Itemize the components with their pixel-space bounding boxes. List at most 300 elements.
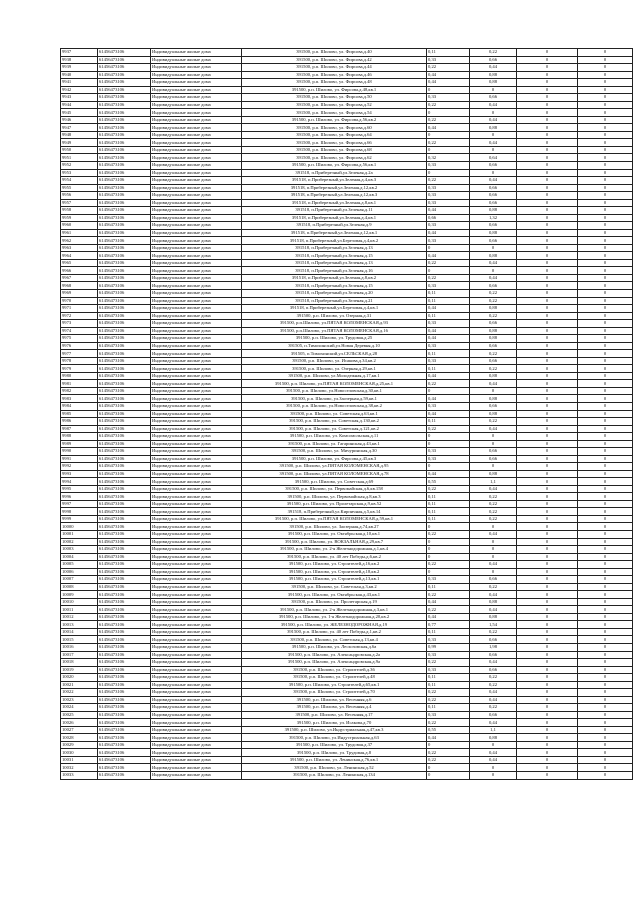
cell-housing-type: Индивидуальные жилые дома [151, 756, 242, 764]
table-row [61, 94, 633, 102]
cell-value-b: 1,54 [470, 621, 517, 629]
cell-okato-code: 61456473106 [98, 681, 151, 689]
cell-value-b: 0,44 [470, 531, 517, 539]
cell-row-number: 9990 [61, 448, 98, 456]
cell-row-number: 9970 [61, 297, 98, 305]
cell-value-a: 0,44 [427, 327, 470, 335]
cell-value-b: 0 [470, 440, 517, 448]
cell-value-a: 0,44 [427, 395, 470, 403]
cell-address: 391500, р.п. Шилово, ул.Молодежная,д.17,кв.1 [242, 372, 427, 380]
cell-value-d: 0 [578, 531, 633, 539]
table-row [61, 124, 633, 132]
cell-housing-type: Индивидуальные жилые дома [151, 410, 242, 418]
cell-value-c: 0 [517, 666, 578, 674]
cell-row-number: 10018 [61, 659, 98, 667]
cell-value-c: 0 [517, 433, 578, 441]
cell-value-d: 0 [578, 297, 633, 305]
cell-value-c: 0 [517, 350, 578, 358]
cell-value-c: 0 [517, 146, 578, 154]
cell-housing-type: Индивидуальные жилые дома [151, 772, 242, 780]
cell-value-a: 0,33 [427, 192, 470, 200]
cell-value-d: 0 [578, 402, 633, 410]
cell-value-b: 0 [470, 741, 517, 749]
cell-okato-code: 61456473106 [98, 636, 151, 644]
cell-address: 391500, р.п. Шилово, ул. Фирсова,д.62 [242, 154, 427, 162]
cell-row-number: 9997 [61, 500, 98, 508]
cell-okato-code: 61456473106 [98, 387, 151, 395]
cell-address: 391500, р.п. Шилово, ул. Весенняя,д.17 [242, 711, 427, 719]
cell-value-d: 0 [578, 425, 633, 433]
cell-housing-type: Индивидуальные жилые дома [151, 719, 242, 727]
cell-okato-code: 61456473106 [98, 546, 151, 554]
cell-value-c: 0 [517, 86, 578, 94]
cell-value-c: 0 [517, 448, 578, 456]
cell-row-number: 9971 [61, 305, 98, 313]
table-row [61, 485, 633, 493]
cell-row-number: 9985 [61, 410, 98, 418]
cell-value-d: 0 [578, 628, 633, 636]
cell-row-number: 9938 [61, 56, 98, 64]
cell-address: 391500, р.п. Шилово, ул. Заозерная,д.74,кв.27 [242, 523, 427, 531]
cell-value-a: 0 [427, 764, 470, 772]
table-row [61, 651, 633, 659]
cell-value-a: 0,44 [427, 613, 470, 621]
cell-value-b: 0,22 [470, 290, 517, 298]
cell-address: 391500, р.п. Шилово, ул. Советская,д.3,кв.2 [242, 583, 427, 591]
cell-okato-code: 61456473106 [98, 124, 151, 132]
cell-value-d: 0 [578, 252, 633, 260]
cell-value-b: 0,66 [470, 184, 517, 192]
cell-row-number: 9951 [61, 154, 98, 162]
cell-value-a: 0,11 [427, 681, 470, 689]
cell-row-number: 10032 [61, 764, 98, 772]
cell-address: 391500, р.п. Шилово, ул. Строителей,д.36 [242, 666, 427, 674]
cell-row-number: 9939 [61, 64, 98, 72]
cell-housing-type: Индивидуальные жилые дома [151, 448, 242, 456]
cell-housing-type: Индивидуальные жилые дома [151, 500, 242, 508]
cell-address: 391500, р.п.Шилово, ул.ПЯТАЯ КОЛОМЕНСКАЯ,д.93 [242, 320, 427, 328]
cell-value-a: 0,55 [427, 478, 470, 486]
cell-housing-type: Индивидуальные жилые дома [151, 734, 242, 742]
cell-value-b: 0,66 [470, 651, 517, 659]
cell-value-b: 0,64 [470, 154, 517, 162]
cell-value-a: 0,44 [427, 470, 470, 478]
cell-value-c: 0 [517, 425, 578, 433]
table-row [61, 395, 633, 403]
cell-value-c: 0 [517, 485, 578, 493]
cell-housing-type: Индивидуальные жилые дома [151, 674, 242, 682]
cell-value-c: 0 [517, 531, 578, 539]
cell-housing-type: Индивидуальные жилые дома [151, 199, 242, 207]
cell-value-b: 0,44 [470, 561, 517, 569]
cell-housing-type: Индивидуальные жилые дома [151, 402, 242, 410]
cell-value-d: 0 [578, 719, 633, 727]
cell-okato-code: 61456473106 [98, 402, 151, 410]
cell-housing-type: Индивидуальные жилые дома [151, 651, 242, 659]
cell-value-d: 0 [578, 237, 633, 245]
cell-value-c: 0 [517, 169, 578, 177]
cell-row-number: 10022 [61, 689, 98, 697]
cell-address: 391500, р.п. Шилово, ул. Фирсова,д.60 [242, 124, 427, 132]
cell-value-d: 0 [578, 139, 633, 147]
cell-value-a: 0,66 [427, 214, 470, 222]
table-row [61, 402, 633, 410]
cell-value-c: 0 [517, 606, 578, 614]
cell-housing-type: Индивидуальные жилые дома [151, 395, 242, 403]
cell-okato-code: 61456473106 [98, 561, 151, 569]
cell-value-d: 0 [578, 327, 633, 335]
table-row [61, 463, 633, 471]
cell-value-c: 0 [517, 56, 578, 64]
cell-okato-code: 61456473106 [98, 523, 151, 531]
cell-housing-type: Индивидуальные жилые дома [151, 606, 242, 614]
cell-value-a: 0 [427, 741, 470, 749]
cell-row-number: 10019 [61, 666, 98, 674]
cell-okato-code: 61456473106 [98, 207, 151, 215]
cell-value-a: 0 [427, 463, 470, 471]
cell-okato-code: 61456473106 [98, 49, 151, 57]
cell-value-b: 0 [470, 146, 517, 154]
cell-value-a: 0,33 [427, 94, 470, 102]
cell-address: 391518, п.Приберезный,ул.Зеленая,д.13 [242, 259, 427, 267]
cell-value-b: 0,66 [470, 448, 517, 456]
cell-value-b: 0 [470, 772, 517, 780]
cell-housing-type: Индивидуальные жилые дома [151, 531, 242, 539]
cell-value-a: 0 [427, 433, 470, 441]
cell-address: 391500, р.п. Шилово, ул.Новоселовская,д.38,кв.2 [242, 402, 427, 410]
cell-value-a: 0,33 [427, 711, 470, 719]
table-row [61, 621, 633, 629]
cell-address: 391518, п.Приберезный,ул.Березовая,д.4,кв.2 [242, 237, 427, 245]
cell-value-d: 0 [578, 161, 633, 169]
cell-value-b: 0,66 [470, 342, 517, 350]
cell-address: 391500, р.п. Шилово, ул. Фирсова,д.64 [242, 131, 427, 139]
cell-housing-type: Индивидуальные жилые дома [151, 259, 242, 267]
cell-okato-code: 61456473106 [98, 598, 151, 606]
cell-address: 391500, р.п. Шилово, ул. Ленинская,д.76,кв.1 [242, 756, 427, 764]
cell-value-d: 0 [578, 674, 633, 682]
cell-value-c: 0 [517, 704, 578, 712]
cell-housing-type: Индивидуальные жилые дома [151, 357, 242, 365]
cell-value-d: 0 [578, 320, 633, 328]
cell-housing-type: Индивидуальные жилые дома [151, 704, 242, 712]
cell-okato-code: 61456473106 [98, 606, 151, 614]
table-row [61, 523, 633, 531]
cell-value-c: 0 [517, 395, 578, 403]
cell-value-d: 0 [578, 192, 633, 200]
table-row [61, 478, 633, 486]
cell-okato-code: 61456473106 [98, 741, 151, 749]
cell-address: 391500, р.п. Шилово, ул. Гагаринская,д.43,кв.1 [242, 440, 427, 448]
cell-value-c: 0 [517, 214, 578, 222]
cell-okato-code: 61456473106 [98, 199, 151, 207]
table-row [61, 297, 633, 305]
cell-value-b: 0,22 [470, 704, 517, 712]
cell-value-a: 0,77 [427, 621, 470, 629]
cell-value-d: 0 [578, 56, 633, 64]
table-row [61, 613, 633, 621]
cell-housing-type: Индивидуальные жилые дома [151, 440, 242, 448]
cell-housing-type: Индивидуальные жилые дома [151, 94, 242, 102]
cell-value-b: 0,44 [470, 139, 517, 147]
cell-value-a: 0,33 [427, 184, 470, 192]
cell-okato-code: 61456473106 [98, 659, 151, 667]
table-row [61, 583, 633, 591]
cell-value-a: 0,44 [427, 71, 470, 79]
cell-value-c: 0 [517, 177, 578, 185]
cell-okato-code: 61456473106 [98, 252, 151, 260]
cell-value-c: 0 [517, 335, 578, 343]
table-row [61, 772, 633, 780]
cell-row-number: 9967 [61, 274, 98, 282]
cell-okato-code: 61456473106 [98, 463, 151, 471]
cell-value-d: 0 [578, 621, 633, 629]
cell-value-b: 0 [470, 523, 517, 531]
cell-value-c: 0 [517, 659, 578, 667]
cell-okato-code: 61456473106 [98, 583, 151, 591]
cell-value-a: 0,44 [427, 734, 470, 742]
cell-value-d: 0 [578, 365, 633, 373]
cell-value-c: 0 [517, 274, 578, 282]
cell-housing-type: Индивидуальные жилые дома [151, 726, 242, 734]
table-row [61, 508, 633, 516]
table-row [61, 674, 633, 682]
table-row [61, 538, 633, 546]
cell-okato-code: 61456473106 [98, 184, 151, 192]
cell-row-number: 10011 [61, 606, 98, 614]
cell-value-b: 0 [470, 131, 517, 139]
cell-address: 391500, р.п. Шилово, ул. ЖЕЛЕЗНОДОРОЖНАЯ,д.19 [242, 621, 427, 629]
table-row [61, 312, 633, 320]
table-row [61, 229, 633, 237]
cell-row-number: 10020 [61, 674, 98, 682]
cell-housing-type: Индивидуальные жилые дома [151, 282, 242, 290]
cell-value-a: 0,55 [427, 726, 470, 734]
cell-address: 391518, п.Приберезный,ул.Зеленая,д.21 [242, 297, 427, 305]
cell-value-d: 0 [578, 463, 633, 471]
cell-housing-type: Индивидуальные жилые дома [151, 252, 242, 260]
cell-value-b: 0,88 [470, 252, 517, 260]
cell-value-a: 0,44 [427, 335, 470, 343]
cell-address: 391500, р.п. Шилово, ул. Фирсова,д.48,кв.1 [242, 86, 427, 94]
cell-address: 391500, р.п. Шилово, ул. Первомайская,д.8,кв.3 [242, 493, 427, 501]
cell-value-b: 0,22 [470, 583, 517, 591]
cell-value-a: 0,33 [427, 320, 470, 328]
cell-address: 391500, р.п. Шилово, ул. Строителей,д.65,кв.1 [242, 681, 427, 689]
cell-value-c: 0 [517, 711, 578, 719]
cell-address: 391500, р.п. Шилово, ул. Ленинская,д.134 [242, 772, 427, 780]
cell-okato-code: 61456473106 [98, 756, 151, 764]
cell-value-c: 0 [517, 305, 578, 313]
cell-housing-type: Индивидуальные жилые дома [151, 418, 242, 426]
cell-housing-type: Индивидуальные жилые дома [151, 169, 242, 177]
cell-value-d: 0 [578, 440, 633, 448]
table-row [61, 79, 633, 87]
cell-value-c: 0 [517, 598, 578, 606]
cell-value-b: 0,66 [470, 56, 517, 64]
cell-address: 391500, р.п. Шилово, ул. Весенняя,д.4 [242, 704, 427, 712]
cell-value-d: 0 [578, 71, 633, 79]
cell-housing-type: Индивидуальные жилые дома [151, 478, 242, 486]
cell-address: 391500, р.п. Шилово, ул. Мичуринская,д.30 [242, 448, 427, 456]
cell-row-number: 10013 [61, 621, 98, 629]
cell-value-a: 0,11 [427, 350, 470, 358]
cell-value-d: 0 [578, 515, 633, 523]
table-row [61, 553, 633, 561]
cell-okato-code: 61456473106 [98, 79, 151, 87]
cell-okato-code: 61456473106 [98, 674, 151, 682]
table-row [61, 659, 633, 667]
cell-value-b: 0,22 [470, 628, 517, 636]
cell-okato-code: 61456473106 [98, 342, 151, 350]
cell-value-b: 0,22 [470, 681, 517, 689]
cell-value-c: 0 [517, 628, 578, 636]
cell-row-number: 9961 [61, 229, 98, 237]
cell-address: 391518, п.Приберезный,ул.Зеленая,д.4,кв.3 [242, 177, 427, 185]
cell-housing-type: Индивидуальные жилые дома [151, 290, 242, 298]
cell-value-c: 0 [517, 79, 578, 87]
cell-value-b: 0,88 [470, 598, 517, 606]
cell-row-number: 9965 [61, 259, 98, 267]
cell-address: 391500, р.п. Шилово, ул. Озерная,д.31 [242, 312, 427, 320]
table-row [61, 689, 633, 697]
cell-housing-type: Индивидуальные жилые дома [151, 387, 242, 395]
cell-value-b: 0,44 [470, 659, 517, 667]
cell-housing-type: Индивидуальные жилые дома [151, 546, 242, 554]
cell-address: 391500, р.п. Шилово, ул.Новоселовская,д.30,кв.1 [242, 387, 427, 395]
cell-row-number: 9950 [61, 146, 98, 154]
cell-value-d: 0 [578, 207, 633, 215]
cell-value-a: 0,44 [427, 207, 470, 215]
cell-value-a: 0,33 [427, 357, 470, 365]
cell-value-d: 0 [578, 749, 633, 757]
cell-value-a: 0,11 [427, 515, 470, 523]
cell-housing-type: Индивидуальные жилые дома [151, 613, 242, 621]
cell-housing-type: Индивидуальные жилые дома [151, 463, 242, 471]
cell-value-d: 0 [578, 387, 633, 395]
table-row [61, 282, 633, 290]
cell-value-d: 0 [578, 689, 633, 697]
cell-housing-type: Индивидуальные жилые дома [151, 335, 242, 343]
cell-value-b: 0 [470, 553, 517, 561]
cell-value-b: 0,66 [470, 320, 517, 328]
cell-value-c: 0 [517, 184, 578, 192]
table-row [61, 628, 633, 636]
cell-okato-code: 61456473106 [98, 169, 151, 177]
cell-value-c: 0 [517, 252, 578, 260]
cell-value-d: 0 [578, 184, 633, 192]
cell-address: 391518, п.Приберезный,ул.Кирпичная,д.5,кв.14 [242, 508, 427, 516]
cell-row-number: 9986 [61, 418, 98, 426]
cell-row-number: 9964 [61, 252, 98, 260]
cell-value-a: 0,32 [427, 154, 470, 162]
cell-housing-type: Индивидуальные жилые дома [151, 621, 242, 629]
cell-value-a: 0,33 [427, 56, 470, 64]
cell-okato-code: 61456473106 [98, 395, 151, 403]
cell-row-number: 9975 [61, 335, 98, 343]
table-row [61, 237, 633, 245]
cell-value-b: 0,22 [470, 49, 517, 57]
cell-value-c: 0 [517, 689, 578, 697]
table-row [61, 576, 633, 584]
cell-value-c: 0 [517, 64, 578, 72]
cell-value-d: 0 [578, 726, 633, 734]
cell-value-a: 0,11 [427, 312, 470, 320]
cell-value-d: 0 [578, 764, 633, 772]
cell-value-b: 0,44 [470, 101, 517, 109]
cell-value-a: 0,33 [427, 342, 470, 350]
table-row [61, 418, 633, 426]
cell-row-number: 9981 [61, 380, 98, 388]
cell-value-d: 0 [578, 274, 633, 282]
cell-housing-type: Индивидуальные жилые дома [151, 689, 242, 697]
cell-address: 391505, п.Тимохинский,ул.Новая Деревня,д.10 [242, 342, 427, 350]
cell-okato-code: 61456473106 [98, 666, 151, 674]
cell-value-d: 0 [578, 568, 633, 576]
table-row [61, 704, 633, 712]
cell-value-c: 0 [517, 463, 578, 471]
cell-value-c: 0 [517, 719, 578, 727]
cell-value-c: 0 [517, 192, 578, 200]
cell-value-b: 0,66 [470, 237, 517, 245]
table-row [61, 719, 633, 727]
cell-address: 391518, п.Приберезный,ул.Зеленая,д.13 [242, 244, 427, 252]
cell-value-b: 0,22 [470, 312, 517, 320]
table-row [61, 146, 633, 154]
cell-address: 391500, р.п. Шилово, ул. Александровская,д.9а [242, 659, 427, 667]
cell-housing-type: Индивидуальные жилые дома [151, 470, 242, 478]
cell-row-number: 9957 [61, 199, 98, 207]
cell-okato-code: 61456473106 [98, 71, 151, 79]
cell-value-c: 0 [517, 568, 578, 576]
cell-value-c: 0 [517, 101, 578, 109]
cell-okato-code: 61456473106 [98, 56, 151, 64]
cell-value-d: 0 [578, 124, 633, 132]
cell-value-c: 0 [517, 515, 578, 523]
cell-value-d: 0 [578, 259, 633, 267]
table-row [61, 335, 633, 343]
cell-value-c: 0 [517, 696, 578, 704]
cell-address: 391500, р.п. Шилово, ул. Строителей,д.70 [242, 689, 427, 697]
cell-housing-type: Индивидуальные жилые дома [151, 139, 242, 147]
cell-address: 391518, п.Приберезный,ул.Зеленая,д.2а [242, 169, 427, 177]
cell-value-d: 0 [578, 576, 633, 584]
cell-value-a: 0,33 [427, 282, 470, 290]
cell-value-c: 0 [517, 621, 578, 629]
table-row [61, 531, 633, 539]
cell-housing-type: Индивидуальные жилые дома [151, 342, 242, 350]
cell-address: 391500, р.п. Шилово, ул. Фирсова,д.45,кв.3 [242, 455, 427, 463]
table-row [61, 440, 633, 448]
cell-value-d: 0 [578, 380, 633, 388]
cell-value-d: 0 [578, 154, 633, 162]
cell-housing-type: Индивидуальные жилые дома [151, 116, 242, 124]
cell-value-d: 0 [578, 222, 633, 230]
cell-value-b: 0,66 [470, 199, 517, 207]
cell-value-a: 0,33 [427, 651, 470, 659]
table-row [61, 184, 633, 192]
cell-address: 391500, р.п. Шилово, ул.ПЯТАЯ КОЛОМЕНСКАЯ,д.59,кв.1 [242, 515, 427, 523]
cell-value-a: 0 [427, 86, 470, 94]
cell-value-b: 0,88 [470, 124, 517, 132]
cell-value-b: 0,44 [470, 689, 517, 697]
cell-value-b: 0,66 [470, 711, 517, 719]
cell-row-number: 9995 [61, 485, 98, 493]
cell-okato-code: 61456473106 [98, 538, 151, 546]
cell-row-number: 10000 [61, 523, 98, 531]
cell-row-number: 9988 [61, 433, 98, 441]
cell-okato-code: 61456473106 [98, 689, 151, 697]
